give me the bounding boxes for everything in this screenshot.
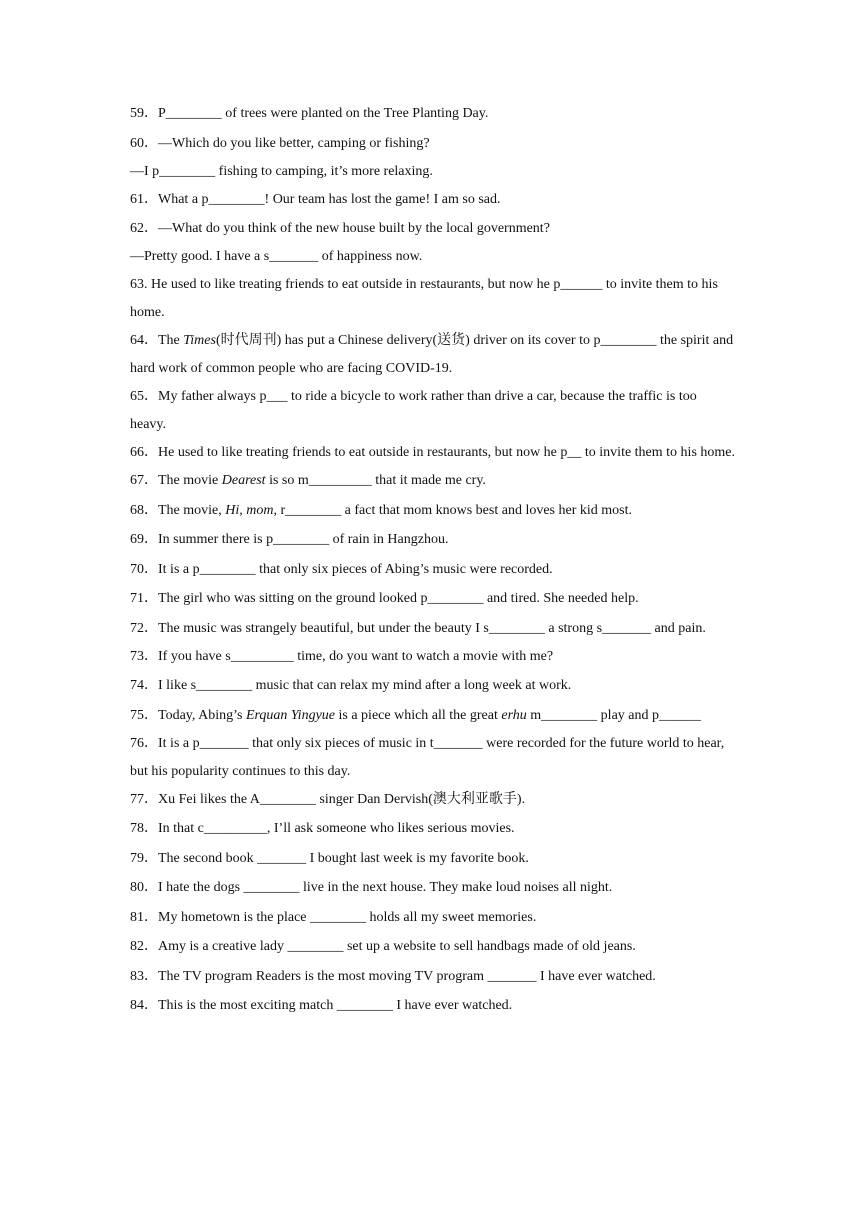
question-64 bbox=[130, 327, 735, 383]
question-75-text: Erquan Yingyue bbox=[245, 707, 335, 723]
question-67-text: 67．The movie bbox=[130, 473, 222, 488]
question-83 bbox=[130, 963, 735, 991]
question-84 bbox=[130, 992, 735, 1020]
question-59 bbox=[130, 100, 735, 128]
question-83-text: 83．The TV program Readers is the most moving TV program _______ I have ever watched. bbox=[130, 968, 656, 984]
question-66 bbox=[130, 439, 735, 467]
question-76-text: 76．It is a p_______ that only six pieces of music in t_______ were recorded for the future world to hear, but his popularity continues to this day. bbox=[130, 735, 725, 779]
question-62-text: 62．—What do you think of the new house built by the local government? bbox=[130, 221, 550, 236]
question-77-text: 77．Xu Fei likes the A________ singer Dan Dervish(澳大利亚歌手). bbox=[130, 791, 526, 807]
question-75-text: erhu bbox=[501, 707, 527, 723]
question-69-text: 69．In summer there is p________ of rain in Hangzhou. bbox=[130, 532, 449, 547]
exercise-list bbox=[130, 100, 735, 1020]
question-79 bbox=[130, 845, 735, 873]
question-65-text: 65．My father always p___ to ride a bicycle to work rather than drive a car, because the traffic is too heavy. bbox=[130, 389, 697, 432]
question-65 bbox=[130, 383, 735, 439]
question-74-text: 74．I like s________ music that can relax my mind after a long week at work. bbox=[130, 678, 572, 693]
question-79-text: 79．The second book _______ I bought last week is my favorite book. bbox=[130, 850, 529, 866]
question-70-text: 70．It is a p________ that only six pieces of Abing’s music were recorded. bbox=[130, 561, 553, 577]
question-64-text: 64．The bbox=[130, 333, 184, 348]
question-68-text: , r________ a fact that mom knows best and loves her kid most. bbox=[273, 502, 632, 518]
question-62b-text: —Pretty good. I have a s_______ of happiness now. bbox=[130, 249, 423, 264]
question-64-text: Times bbox=[183, 333, 216, 348]
question-82 bbox=[130, 933, 735, 961]
question-63-text: 63. He used to like treating friends to eat outside in restaurants, but now he p______ to invite them to his home. bbox=[130, 277, 718, 320]
question-59-text: 59．P________ of trees were planted on the Tree Planting Day. bbox=[130, 106, 489, 121]
question-78-text: 78．In that c_________, I’ll ask someone who likes serious movies. bbox=[130, 821, 515, 836]
question-75-text: is a piece which all the great bbox=[335, 707, 502, 723]
question-71 bbox=[130, 585, 735, 613]
question-67-text: Dearest bbox=[221, 473, 266, 488]
question-62b bbox=[130, 243, 735, 271]
question-72-text: 72．The music was strangely beautiful, but under the beauty I s________ a strong s_______ and pain. bbox=[130, 620, 706, 636]
question-72 bbox=[130, 615, 735, 643]
question-73-text: 73．If you have s_________ time, do you want to watch a movie with me? bbox=[130, 648, 554, 664]
question-80-text: 80．I hate the dogs ________ live in the next house. They make loud noises all night. bbox=[130, 880, 613, 895]
question-61-text: 61．What a p________! Our team has lost the game! I am so sad. bbox=[130, 191, 501, 207]
question-73 bbox=[130, 643, 735, 671]
question-78 bbox=[130, 815, 735, 843]
question-63 bbox=[130, 271, 735, 327]
question-68 bbox=[130, 497, 735, 525]
question-60b bbox=[130, 158, 735, 186]
question-81-text: 81．My hometown is the place ________ holds all my sweet memories. bbox=[130, 909, 537, 925]
question-61 bbox=[130, 186, 735, 214]
question-75 bbox=[130, 702, 735, 730]
question-68-text: Hi, mom bbox=[225, 502, 274, 518]
question-71-text: 71．The girl who was sitting on the ground looked p________ and tired. She needed help. bbox=[130, 591, 639, 606]
question-80 bbox=[130, 874, 735, 902]
question-62 bbox=[130, 215, 735, 243]
question-74 bbox=[130, 672, 735, 700]
question-75-text: 75．Today, Abing’s bbox=[130, 707, 246, 723]
question-84-text: 84．This is the most exciting match ________ I have ever watched. bbox=[130, 998, 513, 1013]
question-64-text: (时代周刊) has put a Chinese delivery(送货) driver on its cover to p________ the spirit and hard work of common people who are facing COVID-19. bbox=[130, 333, 734, 376]
question-66-text: 66．He used to like treating friends to eat outside in restaurants, but now he p__ to invite them to his home. bbox=[130, 445, 735, 460]
question-67-text: is so m_________ that it made me cry. bbox=[265, 473, 486, 488]
question-60 bbox=[130, 130, 735, 158]
question-82-text: 82．Amy is a creative lady ________ set up a website to sell handbags made of old jeans. bbox=[130, 939, 636, 954]
question-70 bbox=[130, 556, 735, 584]
question-75-text: m________ play and p______ bbox=[526, 707, 702, 723]
question-67 bbox=[130, 467, 735, 495]
question-69 bbox=[130, 526, 735, 554]
question-77 bbox=[130, 786, 735, 814]
question-60-text: 60．—Which do you like better, camping or fishing? bbox=[130, 135, 430, 151]
question-68-text: 68．The movie, bbox=[130, 502, 226, 518]
question-60b-text: —I p________ fishing to camping, it’s more relaxing. bbox=[130, 163, 433, 179]
question-76 bbox=[130, 730, 735, 786]
question-81 bbox=[130, 904, 735, 932]
